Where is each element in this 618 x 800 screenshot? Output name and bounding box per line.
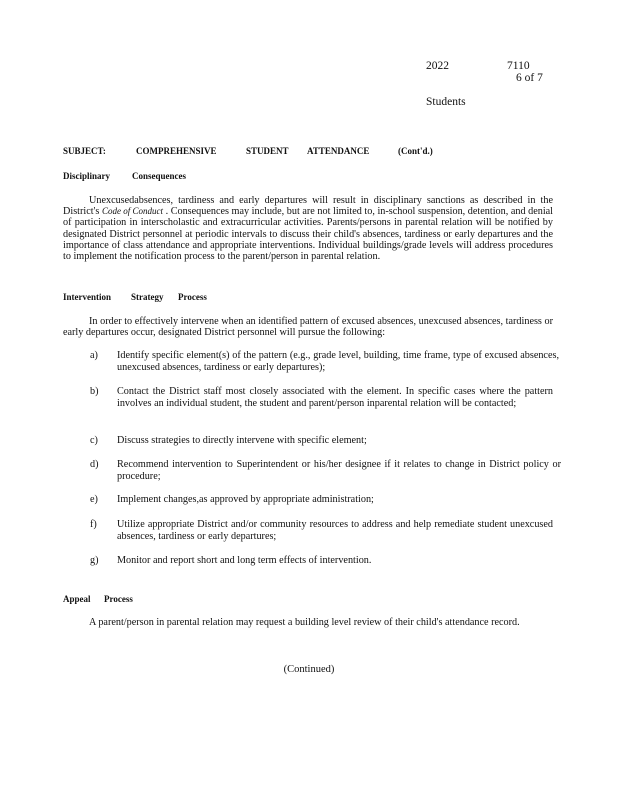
appeal-paragraph xyxy=(63,617,553,628)
policy-number: 7110 xyxy=(507,60,530,72)
list-item-label-a: a) xyxy=(90,350,98,361)
list-item-label-e: e) xyxy=(90,494,98,505)
intervention-intro-text: In order to effectively intervene when an identified pattern of excused absences, unexcused absences, tardiness or early departures occur, designated District personnel will pursue the following: xyxy=(63,316,553,339)
list-item-label-f: f) xyxy=(90,519,97,530)
list-item-a: Identify specific element(s) of the pattern (e.g., grade level, building, time frame, type of excused absences, unexcused absences, tardiness or early departures); xyxy=(117,350,559,373)
intervention-heading-2: Strategy xyxy=(131,292,164,302)
list-item-label-g: g) xyxy=(90,555,99,566)
disciplinary-paragraph xyxy=(63,195,553,262)
appeal-heading-2: Process xyxy=(104,594,133,604)
subject-word-1: COMPREHENSIVE xyxy=(136,146,217,156)
page-number: 6 of 7 xyxy=(516,72,543,84)
appeal-text: A parent/person in parental relation may request a building level review of their child's attendance record. xyxy=(89,617,520,628)
list-item-f: Utilize appropriate District and/or community resources to address and help remediate student unexcused absences, tardiness or early departures; xyxy=(117,519,553,542)
appeal-heading-1: Appeal xyxy=(63,594,91,604)
subject-word-4: (Cont'd.) xyxy=(398,146,433,156)
list-item-g: Monitor and report short and long term effects of intervention. xyxy=(117,555,372,566)
list-item-label-b: b) xyxy=(90,386,99,397)
list-item-e: Implement changes,as approved by appropriate administration; xyxy=(117,494,374,505)
disciplinary-text-start: Unexcusedabsences, tardiness and early departures will result in disciplinary sanctions as described in the District's xyxy=(63,195,553,218)
list-item-label-c: c) xyxy=(90,435,98,446)
code-of-conduct: Code of Conduct xyxy=(101,206,163,217)
subject-word-2: STUDENT xyxy=(246,146,289,156)
list-item-b: Contact the District staff most closely associated with the element. In specific cases where the pattern involves an individual student, the student and parent/person inparental relation will be contacted; xyxy=(117,386,553,409)
list-item-c: Discuss strategies to directly intervene with specific element; xyxy=(117,435,367,446)
header-year: 2022 xyxy=(426,60,449,72)
list-item-d: Recommend intervention to Superintendent or his/her designee if it relates to change in District policy or procedure; xyxy=(117,459,561,482)
intervention-heading-3: Process xyxy=(178,292,207,302)
disciplinary-heading-2: Consequences xyxy=(132,171,187,181)
list-item-label-d: d) xyxy=(90,459,99,470)
continued-footer: (Continued) xyxy=(283,664,335,675)
subject-word-3: ATTENDANCE xyxy=(307,146,370,156)
subject-label: SUBJECT: xyxy=(63,146,106,156)
intervention-intro xyxy=(63,316,553,338)
section-title: Students xyxy=(426,96,466,108)
intervention-heading-1: Intervention xyxy=(63,292,111,302)
disciplinary-text-end: . Consequences may include, but are not limited to, in-school suspension, detention, and denial of participation in interscholastic and extracurricular activities. Parents/persons in parental relation will be notified by designated District personnel at periodic intervals to discuss their child's absences, tardiness or early departures and the importance of class attendance and appropriate interventions. Individual buildings/grade levels will address procedures to implement the notification process to the parent/person in parental relation. xyxy=(63,206,554,263)
disciplinary-heading-1: Disciplinary xyxy=(63,171,111,181)
